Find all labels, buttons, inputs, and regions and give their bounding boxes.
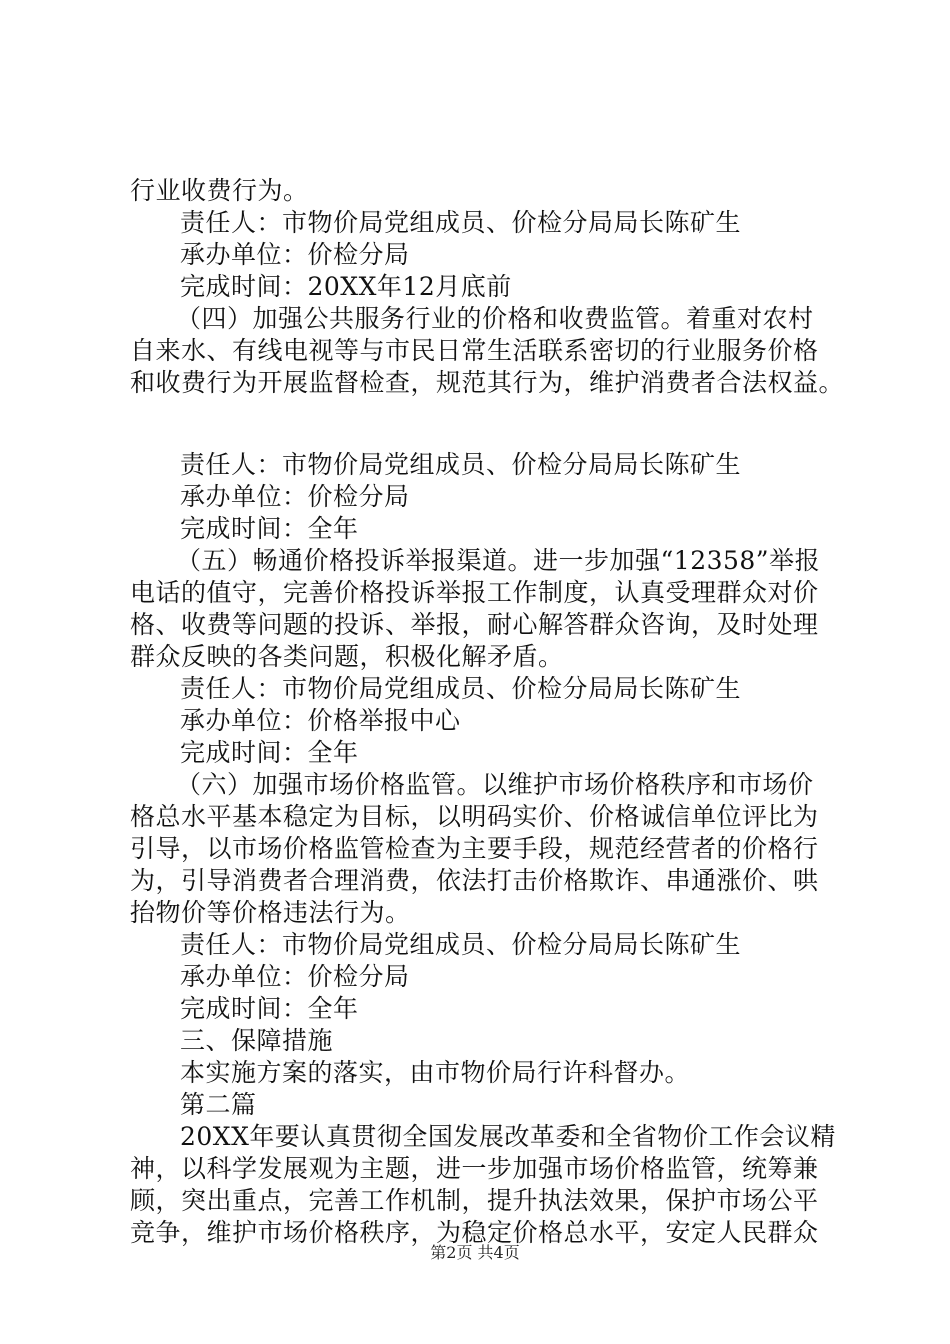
- text-line: 为，引导消费者合理消费，依法打击价格欺诈、串通涨价、哄: [130, 866, 819, 895]
- deadline-line: 完成时间：全年: [180, 738, 359, 767]
- text-line: 电话的值守，完善价格投诉举报工作制度，认真受理群众对价: [130, 578, 819, 607]
- text-line: 和收费行为开展监督检查，规范其行为，维护消费者合法权益。: [130, 368, 845, 397]
- host-unit-line: 承办单位：价检分局: [180, 482, 410, 511]
- text-line: 抬物价等价格违法行为。: [130, 898, 411, 927]
- host-unit-line: 承办单位：价格举报中心: [180, 706, 461, 735]
- responsible-person-line: 责任人：市物价局党组成员、价检分局局长陈矿生: [180, 674, 742, 703]
- section-six-heading-line: （六）加强市场价格监管。以维护市场价格秩序和市场价: [176, 770, 814, 799]
- part-two-heading: 第二篇: [180, 1090, 257, 1119]
- text-line: 格总水平基本稳定为目标，以明码实价、价格诚信单位评比为: [130, 802, 819, 831]
- deadline-line: 完成时间：全年: [180, 994, 359, 1023]
- deadline-line: 完成时间：全年: [180, 514, 359, 543]
- host-unit-line: 承办单位：价检分局: [180, 240, 410, 269]
- page-footer: [0, 1242, 950, 1264]
- paragraph-gap: [0, 399, 950, 449]
- responsible-person-line: 责任人：市物价局党组成员、价检分局局长陈矿生: [180, 930, 742, 959]
- text-line: 竞争，维护市场价格秩序，为稳定价格总水平，安定人民群众: [130, 1218, 819, 1247]
- responsible-person-line: 责任人：市物价局党组成员、价检分局局长陈矿生: [180, 208, 742, 237]
- text-line: 20XX年要认真贯彻全国发展改革委和全省物价工作会议精: [180, 1122, 836, 1151]
- page-number-label: 第2页 共4页: [430, 1243, 520, 1262]
- section-five-heading-line: （五）畅通价格投诉举报渠道。进一步加强“12358”举报: [176, 546, 821, 575]
- text-line: 引导，以市场价格监管检查为主要手段，规范经营者的价格行: [130, 834, 819, 863]
- host-unit-line: 承办单位：价检分局: [180, 962, 410, 991]
- text-line: 顾，突出重点，完善工作机制，提升执法效果，保护市场公平: [130, 1186, 819, 1215]
- text-line: 本实施方案的落实，由市物价局行许科督办。: [180, 1058, 691, 1087]
- text-line: 群众反映的各类问题，积极化解矛盾。: [130, 642, 564, 671]
- text-line: 神，以科学发展观为主题，进一步加强市场价格监管，统筹兼: [130, 1154, 819, 1183]
- section-three-heading: 三、保障措施: [180, 1026, 334, 1055]
- text-line: 自来水、有线电视等与市民日常生活联系密切的行业服务价格: [130, 336, 819, 365]
- document-body: [0, 175, 950, 1249]
- responsible-person-line: 责任人：市物价局党组成员、价检分局局长陈矿生: [180, 450, 742, 479]
- deadline-line: 完成时间：20XX年12月底前: [180, 272, 512, 301]
- text-line: 行业收费行为。: [130, 176, 309, 205]
- text-line: 格、收费等问题的投诉、举报，耐心解答群众咨询，及时处理: [130, 610, 819, 639]
- section-four-heading-line: （四）加强公共服务行业的价格和收费监管。着重对农村: [176, 304, 814, 333]
